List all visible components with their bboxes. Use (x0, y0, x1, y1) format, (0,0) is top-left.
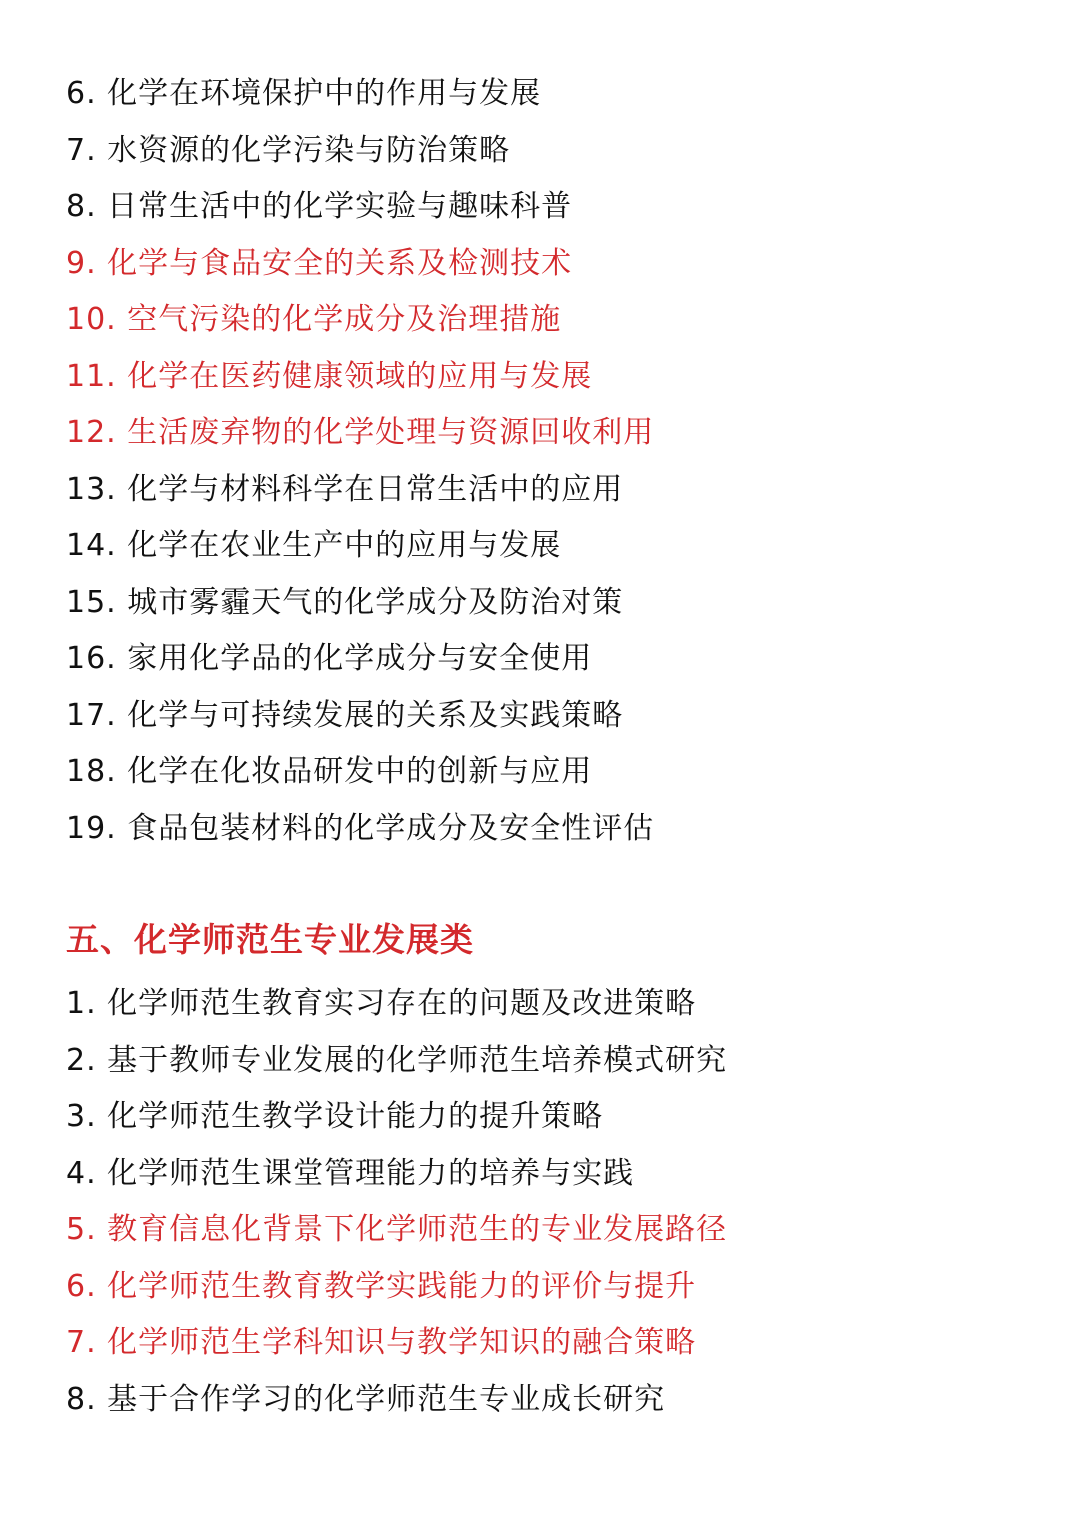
list-item: 8. 日常生活中的化学实验与趣味科普 (66, 189, 573, 224)
list-item: 6. 化学在环境保护中的作用与发展 (66, 76, 542, 111)
list-item: 6. 化学师范生教育教学实践能力的评价与提升 (66, 1268, 697, 1304)
list-item: 3. 化学师范生教学设计能力的提升策略 (66, 1099, 604, 1134)
topic-list-section-five (66, 976, 1046, 1428)
list-item: 15. 城市雾霾天气的化学成分及防治对策 (66, 584, 624, 620)
list-item: 14. 化学在农业生产中的应用与发展 (66, 528, 562, 563)
list-item: 1. 化学师范生教育实习存在的问题及改进策略 (66, 986, 697, 1021)
list-item: 11. 化学在医药健康领域的应用与发展 (66, 358, 593, 394)
list-item: 7. 化学师范生学科知识与教学知识的融合策略 (66, 1325, 697, 1360)
list-item: 2. 基于教师专业发展的化学师范生培养模式研究 (66, 1042, 728, 1078)
list-item: 8. 基于合作学习的化学师范生专业成长研究 (66, 1381, 666, 1417)
list-item: 19. 食品包装材料的化学成分及安全性评估 (66, 810, 655, 846)
document-page (66, 66, 1046, 1428)
section-heading: 五、化学师范生专业发展类 (66, 920, 474, 959)
list-item: 5. 教育信息化背景下化学师范生的专业发展路径 (66, 1212, 728, 1247)
list-item: 18. 化学在化妆品研发中的创新与应用 (66, 754, 593, 789)
list-item: 9. 化学与食品安全的关系及检测技术 (66, 245, 573, 281)
list-item: 7. 水资源的化学污染与防治策略 (66, 132, 511, 168)
list-item: 4. 化学师范生课堂管理能力的培养与实践 (66, 1155, 635, 1191)
topic-list-section-four (66, 66, 1046, 857)
list-item: 16. 家用化学品的化学成分与安全使用 (66, 641, 593, 676)
list-item: 13. 化学与材料科学在日常生活中的应用 (66, 471, 624, 507)
list-item: 17. 化学与可持续发展的关系及实践策略 (66, 697, 624, 733)
list-item: 12. 生活废弃物的化学处理与资源回收利用 (66, 415, 655, 450)
list-item: 10. 空气污染的化学成分及治理措施 (66, 302, 562, 337)
section-spacer (66, 857, 1046, 904)
